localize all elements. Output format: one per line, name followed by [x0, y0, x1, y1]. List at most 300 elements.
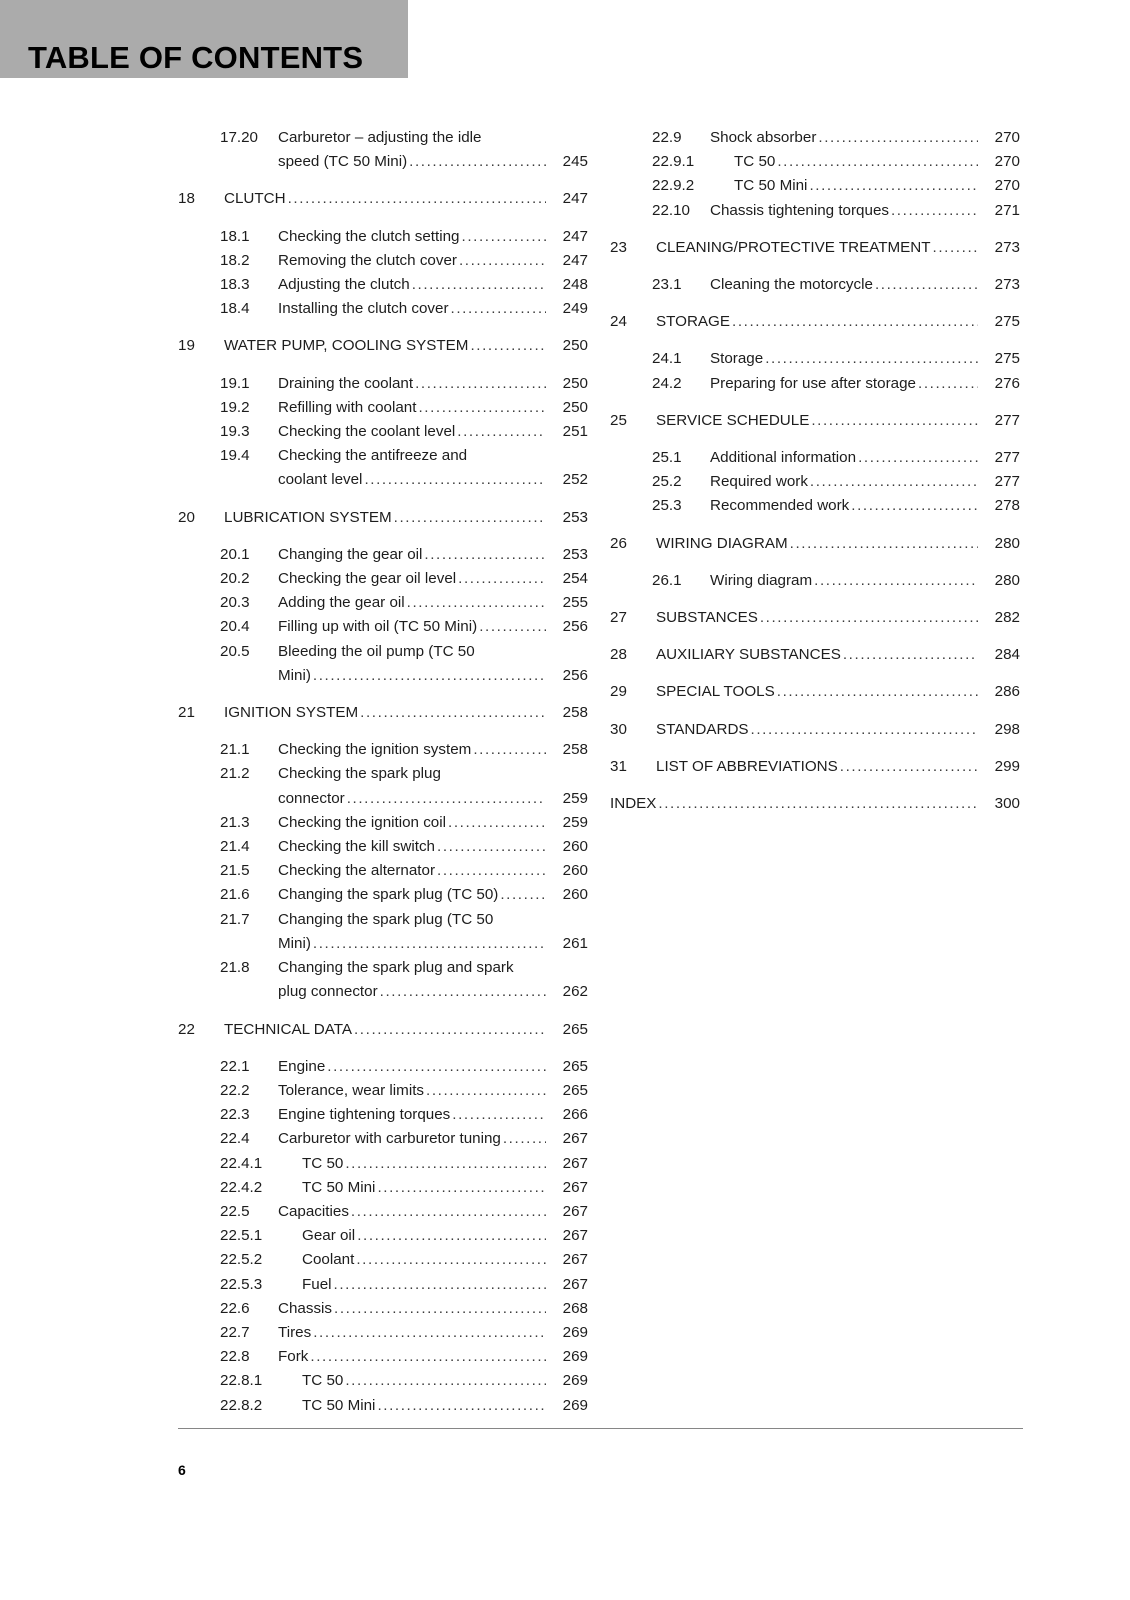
toc-entry[interactable] — [178, 835, 588, 859]
toc-entry-page-number: 248 — [562, 276, 588, 294]
toc-entry-number: 23.1 — [652, 276, 682, 294]
toc-entry-title-wrap — [278, 444, 546, 468]
toc-entry[interactable] — [178, 567, 588, 591]
toc-entry[interactable] — [178, 664, 588, 688]
toc-entry[interactable] — [178, 1055, 588, 1079]
toc-entry-page-number: 270 — [994, 129, 1020, 146]
toc-entry-page-number: 256 — [562, 618, 588, 636]
toc-entry[interactable] — [178, 1345, 588, 1369]
toc-entry-page-number: 260 — [562, 838, 588, 856]
toc-entry-title: Engine tightening torques — [278, 1106, 451, 1124]
toc-leader-dots — [313, 1321, 546, 1345]
toc-entry-page-number: 299 — [994, 757, 1020, 775]
toc-entry-page-number: 251 — [562, 423, 588, 441]
toc-entry[interactable] — [610, 372, 1020, 396]
toc-entry-title: TC 50 Mini — [302, 1396, 376, 1414]
toc-entry-number: 31 — [610, 757, 627, 775]
toc-entry-title: Carburetor with carburetor tuning — [278, 1130, 501, 1148]
toc-leader-dots — [875, 273, 978, 297]
toc-entry-title-wrap — [656, 310, 978, 334]
toc-entry-title-wrap — [278, 1273, 546, 1297]
toc-entry-title-wrap — [610, 792, 978, 816]
toc-entry[interactable] — [178, 506, 588, 530]
toc-entry-title: SPECIAL TOOLS — [656, 683, 775, 701]
toc-entry-title: Checking the antifreeze and — [278, 447, 468, 465]
toc-entry-title: Checking the clutch setting — [278, 227, 460, 245]
toc-leader-dots — [462, 225, 546, 249]
toc-entry[interactable] — [178, 615, 588, 639]
toc-entry-title: Filling up with oil (TC 50 Mini) — [278, 618, 478, 636]
toc-entry-title-wrap — [224, 334, 546, 358]
toc-entry-title: Storage — [710, 350, 764, 368]
toc-entry-page-number: 267 — [562, 1227, 588, 1245]
toc-entry-number: 21.1 — [220, 741, 250, 759]
toc-entry[interactable] — [178, 273, 588, 297]
toc-leader-dots — [810, 470, 978, 494]
toc-entry-title-wrap — [278, 956, 546, 980]
toc-entry-title: SERVICE SCHEDULE — [656, 411, 810, 429]
toc-entry-title-wrap — [278, 1369, 546, 1393]
toc-entry-title-wrap — [278, 1127, 546, 1151]
toc-column-left — [178, 126, 588, 1418]
toc-entry-title-wrap — [278, 1200, 546, 1224]
toc-leader-dots — [313, 664, 546, 688]
toc-entry-title: Gear oil — [302, 1227, 356, 1245]
toc-entry-title: TC 50 — [302, 1372, 344, 1390]
toc-entry-title: INDEX — [610, 795, 657, 813]
toc-entry-title: Checking the gear oil level — [278, 570, 457, 588]
toc-entry-title: Checking the spark plug — [278, 765, 441, 783]
toc-entry-title: SUBSTANCES — [656, 609, 758, 627]
toc-entry[interactable] — [178, 1152, 588, 1176]
toc-entry-number: 21.4 — [220, 838, 250, 856]
toc-entry-number: 24.2 — [652, 374, 682, 392]
toc-entry[interactable] — [178, 1273, 588, 1297]
toc-entry[interactable] — [178, 396, 588, 420]
toc-entry-title-wrap — [710, 347, 978, 371]
toc-entry[interactable] — [610, 236, 1020, 260]
toc-leader-dots — [334, 1297, 546, 1321]
toc-entry-title-wrap — [710, 494, 978, 518]
toc-entry-title: speed (TC 50 Mini) — [278, 153, 408, 171]
toc-entry[interactable] — [610, 347, 1020, 371]
toc-entry-page-number: 256 — [562, 666, 588, 684]
toc-entry-page-number: 267 — [562, 1275, 588, 1293]
toc-entry-number: 21.8 — [220, 959, 250, 977]
toc-entry-number: 21.3 — [220, 813, 250, 831]
toc-leader-dots — [451, 297, 546, 321]
toc-entry-title: TC 50 — [734, 153, 776, 171]
toc-entry-number: 20.1 — [220, 545, 250, 563]
toc-entry-title: Checking the alternator — [278, 862, 436, 880]
toc-entry-number: 22.7 — [220, 1323, 250, 1341]
toc-entry-title-wrap — [710, 150, 978, 174]
toc-entry[interactable] — [178, 883, 588, 907]
toc-entry-number: 30 — [610, 720, 627, 738]
toc-leader-dots — [459, 249, 546, 273]
toc-entry[interactable] — [610, 126, 1020, 150]
toc-entry-title: Fork — [278, 1348, 309, 1366]
toc-leader-dots — [364, 468, 546, 492]
toc-entry-page-number: 275 — [994, 313, 1020, 331]
toc-entry-title: Chassis — [278, 1299, 333, 1317]
toc-entry-title: Additional information — [710, 449, 857, 467]
footer-page-number: 6 — [178, 1462, 186, 1478]
toc-entry-page-number: 250 — [562, 398, 588, 416]
toc-leader-dots — [851, 494, 978, 518]
toc-entry-page-number: 282 — [994, 609, 1020, 627]
toc-entry-title-wrap — [278, 396, 546, 420]
toc-entry-number: 20 — [178, 508, 195, 526]
toc-entry[interactable] — [178, 1394, 588, 1418]
toc-entry[interactable] — [178, 468, 588, 492]
toc-leader-dots — [415, 372, 546, 396]
toc-entry-page-number: 258 — [562, 704, 588, 722]
toc-entry-title-wrap — [278, 1079, 546, 1103]
toc-entry-page-number: 270 — [994, 177, 1020, 195]
toc-entry-title: Draining the coolant — [278, 374, 414, 392]
toc-entry-title: Wiring diagram — [710, 571, 813, 589]
toc-entry-page-number: 276 — [994, 374, 1020, 392]
toc-entry[interactable] — [178, 372, 588, 396]
toc-entry-title-wrap — [278, 883, 546, 907]
toc-entry[interactable] — [610, 150, 1020, 174]
toc-entry[interactable] — [178, 1297, 588, 1321]
toc-entry-page-number: 269 — [562, 1396, 588, 1414]
toc-leader-dots — [458, 567, 546, 591]
toc-entry-page-number: 273 — [994, 276, 1020, 294]
toc-entry[interactable] — [610, 643, 1020, 667]
toc-entry-page-number: 298 — [994, 720, 1020, 738]
toc-entry-page-number: 277 — [994, 473, 1020, 491]
toc-entry-number: 22 — [178, 1020, 195, 1038]
toc-leader-dots — [452, 1103, 546, 1127]
toc-entry-title-wrap — [278, 1055, 546, 1079]
toc-entry[interactable] — [178, 444, 588, 468]
toc-entry-title-wrap — [710, 372, 978, 396]
toc-leader-dots — [473, 738, 546, 762]
toc-leader-dots — [777, 150, 978, 174]
toc-entry-page-number: 261 — [562, 934, 588, 952]
toc-entry-title: Shock absorber — [710, 129, 817, 146]
toc-entry[interactable] — [610, 680, 1020, 704]
toc-entry-title-wrap — [278, 567, 546, 591]
toc-entry-title-wrap — [656, 680, 978, 704]
toc-entry-page-number: 253 — [562, 545, 588, 563]
toc-entry-title: Recommended work — [710, 497, 850, 515]
toc-entry[interactable] — [178, 543, 588, 567]
toc-leader-dots — [658, 792, 978, 816]
toc-leader-dots — [470, 334, 546, 358]
toc-leader-dots — [347, 787, 546, 811]
toc-entry[interactable] — [178, 956, 588, 980]
toc-entry[interactable] — [178, 334, 588, 358]
toc-leader-dots — [345, 1369, 546, 1393]
toc-entry[interactable] — [178, 225, 588, 249]
toc-entry-number: 18.1 — [220, 227, 250, 245]
toc-entry-number: 18 — [178, 190, 195, 208]
toc-entry-title-wrap — [278, 249, 546, 273]
toc-leader-dots — [818, 126, 978, 150]
toc-leader-dots — [412, 273, 546, 297]
toc-entry-title: Bleeding the oil pump (TC 50 — [278, 642, 475, 660]
toc-entry-title-wrap — [710, 446, 978, 470]
toc-entry-title: Installing the clutch cover — [278, 300, 449, 318]
toc-entry-title-wrap — [710, 569, 978, 593]
toc-leader-dots — [377, 1394, 546, 1418]
toc-entry-title: Tolerance, wear limits — [278, 1081, 425, 1099]
toc-entry-title-wrap — [278, 1394, 546, 1418]
toc-entry-title: Changing the gear oil — [278, 545, 423, 563]
toc-leader-dots — [479, 615, 546, 639]
toc-entry[interactable] — [178, 811, 588, 835]
toc-entry[interactable] — [178, 1079, 588, 1103]
toc-leader-dots — [918, 372, 978, 396]
toc-entry[interactable] — [178, 1127, 588, 1151]
toc-entry-page-number: 271 — [994, 201, 1020, 219]
toc-entry-number: 21 — [178, 704, 195, 722]
toc-entry-page-number: 260 — [562, 862, 588, 880]
toc-entry[interactable] — [610, 569, 1020, 593]
toc-entry-title-wrap — [278, 1321, 546, 1345]
toc-entry[interactable] — [178, 1369, 588, 1393]
toc-entry-page-number: 286 — [994, 683, 1020, 701]
toc-entry-title-wrap — [656, 236, 978, 260]
toc-entry-title: Checking the kill switch — [278, 838, 435, 856]
toc-leader-dots — [327, 1055, 546, 1079]
toc-entry-page-number: 267 — [562, 1251, 588, 1269]
toc-entry-page-number: 269 — [562, 1348, 588, 1366]
toc-entry[interactable] — [610, 273, 1020, 297]
toc-leader-dots — [357, 1224, 546, 1248]
toc-entry-title: Mini) — [278, 934, 311, 952]
toc-leader-dots — [500, 883, 546, 907]
toc-entry-title: LIST OF ABBREVIATIONS — [656, 757, 838, 775]
toc-entry[interactable] — [178, 1248, 588, 1272]
toc-leader-dots — [457, 420, 546, 444]
toc-leader-dots — [377, 1176, 546, 1200]
toc-entry-number: 22.3 — [220, 1106, 250, 1124]
toc-entry-title-wrap — [710, 273, 978, 297]
toc-entry-title-wrap — [278, 468, 546, 492]
toc-entry-title: IGNITION SYSTEM — [224, 704, 359, 722]
toc-entry-number: 17.20 — [220, 129, 259, 146]
toc-entry-page-number: 245 — [562, 153, 588, 171]
toc-entry-number: 22.4.2 — [220, 1178, 263, 1196]
toc-entry-page-number: 250 — [562, 337, 588, 355]
toc-entry-title-wrap — [278, 640, 546, 664]
toc-entry-title-wrap — [278, 1176, 546, 1200]
toc-entry-number: 25.1 — [652, 449, 682, 467]
toc-entry-title-wrap — [278, 664, 546, 688]
toc-leader-dots — [418, 396, 546, 420]
toc-entry-title-wrap — [224, 187, 546, 211]
toc-entry[interactable] — [178, 1176, 588, 1200]
toc-leader-dots — [426, 1079, 546, 1103]
toc-entry-number: 18.4 — [220, 300, 250, 318]
toc-entry[interactable] — [610, 446, 1020, 470]
toc-entry-title: TC 50 Mini — [734, 177, 808, 195]
toc-entry[interactable] — [610, 310, 1020, 334]
toc-entry-number: 22.5.2 — [220, 1251, 263, 1269]
toc-entry[interactable] — [610, 174, 1020, 198]
toc-leader-dots — [354, 1018, 546, 1042]
toc-entry-page-number: 260 — [562, 886, 588, 904]
toc-entry-number: 24 — [610, 313, 627, 331]
toc-entry-page-number: 268 — [562, 1299, 588, 1317]
toc-entry-page-number: 247 — [562, 190, 588, 208]
toc-entry-title-wrap — [278, 1224, 546, 1248]
toc-entry-title: Adjusting the clutch — [278, 276, 410, 294]
toc-entry-page-number: 275 — [994, 350, 1020, 368]
toc-entry[interactable] — [178, 1200, 588, 1224]
toc-leader-dots — [360, 701, 546, 725]
toc-entry[interactable] — [178, 1103, 588, 1127]
toc-entry[interactable] — [178, 701, 588, 725]
toc-entry[interactable] — [178, 932, 588, 956]
toc-leader-dots — [334, 1273, 546, 1297]
toc-entry[interactable] — [178, 859, 588, 883]
toc-entry-number: 19.1 — [220, 374, 250, 392]
toc-entry-page-number: 284 — [994, 646, 1020, 664]
toc-entry-number: 25.3 — [652, 497, 682, 515]
toc-column-right — [610, 126, 1020, 816]
toc-entry[interactable] — [178, 1224, 588, 1248]
toc-entry-title: STORAGE — [656, 313, 730, 331]
toc-entry[interactable] — [178, 908, 588, 932]
toc-entry-page-number: 249 — [562, 300, 588, 318]
toc-entry-number: 22.2 — [220, 1081, 250, 1099]
toc-entry[interactable] — [610, 494, 1020, 518]
toc-entry-number: 26 — [610, 534, 627, 552]
toc-entry[interactable] — [610, 792, 1020, 816]
toc-entry[interactable] — [178, 187, 588, 211]
toc-leader-dots — [790, 532, 978, 556]
toc-entry-title: Checking the ignition system — [278, 741, 472, 759]
toc-entry[interactable] — [610, 718, 1020, 742]
toc-entry[interactable] — [178, 249, 588, 273]
toc-entry[interactable] — [610, 199, 1020, 223]
toc-entry-number: 25 — [610, 411, 627, 429]
toc-entry-title-wrap — [278, 543, 546, 567]
toc-entry-title-wrap — [710, 199, 978, 223]
toc-entry-title-wrap — [278, 859, 546, 883]
toc-entry[interactable] — [178, 738, 588, 762]
toc-entry-page-number: 267 — [562, 1130, 588, 1148]
toc-entry-title: Adding the gear oil — [278, 594, 405, 612]
toc-entry-page-number: 253 — [562, 508, 588, 526]
toc-leader-dots — [394, 506, 546, 530]
toc-entry-title: LUBRICATION SYSTEM — [224, 508, 392, 526]
toc-entry-title-wrap — [278, 150, 546, 174]
footer-divider — [178, 1428, 1023, 1429]
toc-entry[interactable] — [610, 532, 1020, 556]
toc-entry-title: Chassis tightening torques — [710, 201, 889, 219]
toc-leader-dots — [437, 859, 546, 883]
toc-entry-title: STANDARDS — [656, 720, 749, 738]
toc-leader-dots — [313, 932, 546, 956]
toc-entry[interactable] — [178, 126, 588, 150]
toc-entry-title-wrap — [710, 126, 978, 150]
toc-entry-page-number: 278 — [994, 497, 1020, 515]
toc-entry-title: Fuel — [302, 1275, 332, 1293]
toc-entry-title-wrap — [656, 409, 978, 433]
toc-entry-title: TC 50 — [302, 1154, 344, 1172]
toc-entry-number: 20.3 — [220, 594, 250, 612]
toc-entry-title: Required work — [710, 473, 808, 491]
toc-entry[interactable] — [178, 591, 588, 615]
toc-entry-number: 29 — [610, 683, 627, 701]
toc-entry-title: AUXILIARY SUBSTANCES — [656, 646, 841, 664]
toc-entry-title: WIRING DIAGRAM — [656, 534, 788, 552]
toc-leader-dots — [811, 409, 978, 433]
toc-entry-number: 26.1 — [652, 571, 682, 589]
toc-entry[interactable] — [610, 409, 1020, 433]
toc-entry-number: 22.8 — [220, 1348, 250, 1366]
toc-entry-page-number: 267 — [562, 1202, 588, 1220]
toc-entry-title: Changing the spark plug and spark — [278, 959, 514, 977]
toc-entry-title-wrap — [710, 174, 978, 198]
toc-entry[interactable] — [178, 787, 588, 811]
toc-entry[interactable] — [178, 150, 588, 174]
toc-entry-number: 22.5 — [220, 1202, 250, 1220]
toc-entry[interactable] — [610, 470, 1020, 494]
toc-entry-page-number: 270 — [994, 153, 1020, 171]
toc-leader-dots — [777, 680, 978, 704]
toc-entry-title-wrap — [278, 225, 546, 249]
toc-entry-title-wrap — [278, 372, 546, 396]
toc-entry[interactable] — [178, 762, 588, 786]
toc-entry-number: 27 — [610, 609, 627, 627]
toc-entry-number: 21.6 — [220, 886, 250, 904]
toc-entry-title-wrap — [278, 932, 546, 956]
toc-entry-page-number: 252 — [562, 471, 588, 489]
toc-entry-title-wrap — [278, 1297, 546, 1321]
toc-entry[interactable] — [178, 1321, 588, 1345]
toc-entry-number: 28 — [610, 646, 627, 664]
toc-entry-title-wrap — [278, 762, 546, 786]
toc-leader-dots — [345, 1152, 546, 1176]
toc-entry-page-number: 280 — [994, 571, 1020, 589]
toc-entry-title: Engine — [278, 1057, 326, 1075]
toc-entry-page-number: 267 — [562, 1178, 588, 1196]
toc-entry[interactable] — [610, 755, 1020, 779]
toc-entry-number: 18.2 — [220, 251, 250, 269]
toc-entry-title: Removing the clutch cover — [278, 251, 457, 269]
toc-entry-title: Cleaning the motorcycle — [710, 276, 873, 294]
toc-entry[interactable] — [610, 606, 1020, 630]
toc-entry[interactable] — [178, 297, 588, 321]
toc-entry-title: WATER PUMP, COOLING SYSTEM — [224, 337, 469, 355]
toc-leader-dots — [732, 310, 978, 334]
toc-entry[interactable] — [178, 640, 588, 664]
toc-entry-number: 22.5.3 — [220, 1275, 263, 1293]
toc-entry-number: 21.5 — [220, 862, 250, 880]
toc-entry-number: 23 — [610, 238, 627, 256]
toc-entry-title: coolant level — [278, 471, 363, 489]
toc-entry[interactable] — [178, 1018, 588, 1042]
toc-entry[interactable] — [178, 420, 588, 444]
toc-entry-number: 22.8.1 — [220, 1372, 263, 1390]
toc-leader-dots — [288, 187, 546, 211]
toc-entry-page-number: 250 — [562, 374, 588, 392]
toc-entry-page-number: 259 — [562, 813, 588, 831]
toc-entry-number: 22.8.2 — [220, 1396, 263, 1414]
toc-entry[interactable] — [178, 980, 588, 1004]
toc-entry-page-number: 267 — [562, 1154, 588, 1172]
toc-entry-title-wrap — [278, 811, 546, 835]
toc-leader-dots — [814, 569, 978, 593]
